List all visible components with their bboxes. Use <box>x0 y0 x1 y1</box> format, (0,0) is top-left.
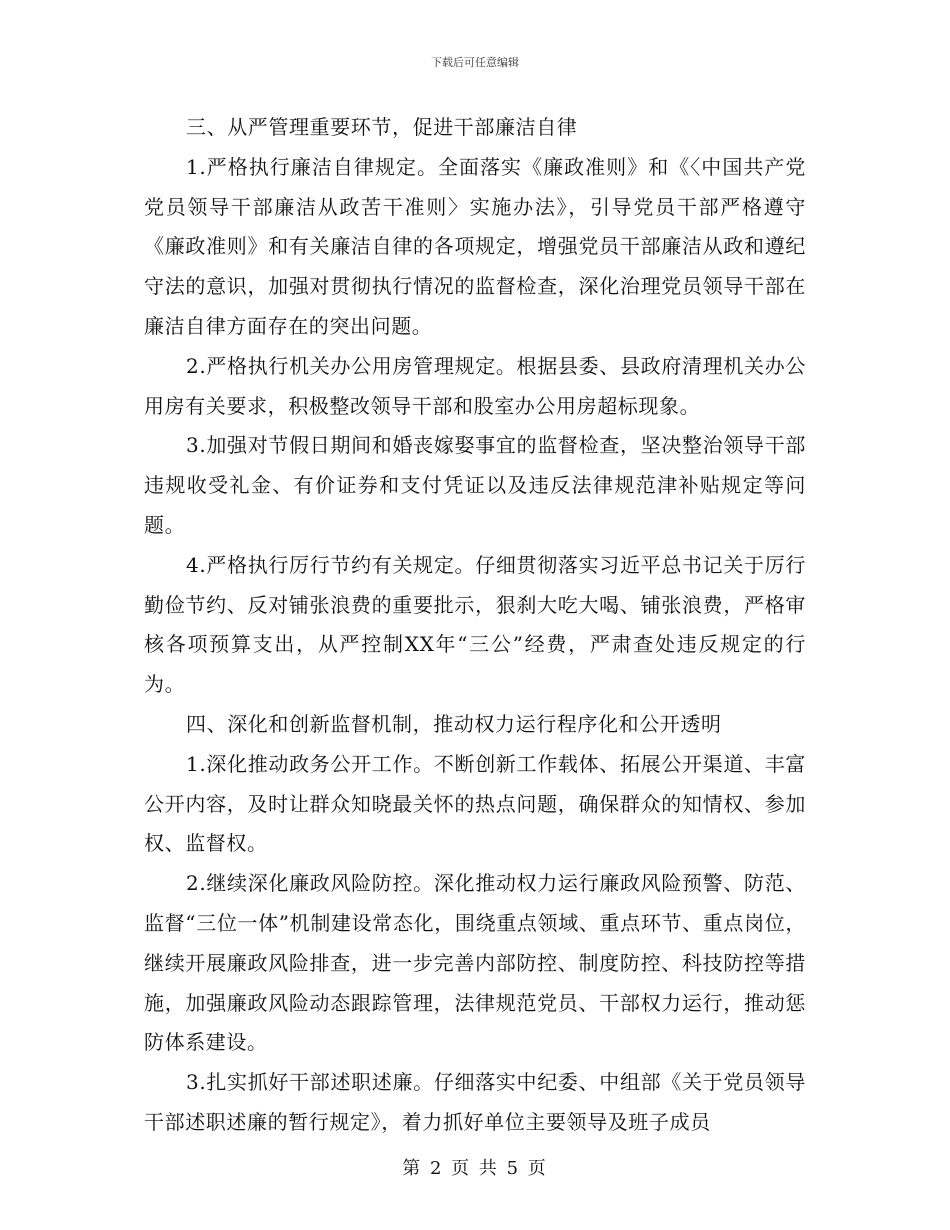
section-heading-3: 三、从严管理重要环节，促进干部廉洁自律 <box>186 115 578 139</box>
paragraph: 2.严格执行机关办公用房管理规定。根据县委、县政府清理机关办公用房有关要求，积极整改领导干部和股室办公用房超标现象。 <box>144 353 806 418</box>
paragraph: 4.严格执行厉行节约有关规定。仔细贯彻落实习近平总书记关于厉行勤俭节约、反对铺张浪费的重要批示，狠刹大吃大喝、铺张浪费，严格审核各项预算支出，从严控制XX年“三公”经费，严肃查处违反规定的行为。 <box>144 552 806 697</box>
paragraph: 3.加强对节假日期间和婚丧嫁娶事宜的监督检查，坚决整治领导干部违规收受礼金、有价证券和支付凭证以及违反法律规范津补贴规定等问题。 <box>144 433 806 537</box>
paragraph: 3.扎实抓好干部述职述廉。仔细落实中纪委、中组部《关于党员领导干部述职述廉的暂行规定》，着力抓好单位主要领导及班子成员 <box>144 1070 806 1134</box>
paragraph: 1.严格执行廉洁自律规定。全面落实《廉政准则》和《〈中国共产党党员领导干部廉洁从政苦干准则〉实施办法》，引导党员干部严格遵守《廉政准则》和有关廉洁自律的各项规定，增强党员干部廉洁从政和遵纪守法的意识，加强对贯彻执行情况的监督检查，深化治理党员领导干部在廉洁自律方面存在的突出问题。 <box>144 154 806 338</box>
document-body <box>144 108 806 1143</box>
paragraph: 1.深化推动政务公开工作。不断创新工作载体、拓展公开渠道、丰富公开内容，及时让群众知晓最关怀的热点问题，确保群众的知情权、参加权、监督权。 <box>144 751 806 856</box>
page-header: 下载后可任意编辑 <box>431 56 519 69</box>
section-heading-4: 四、深化和创新监督机制，推动权力运行程序化和公开透明 <box>186 711 722 736</box>
page-number-footer: 第 2 页 共 5 页 <box>402 1158 548 1179</box>
paragraph: 2.继续深化廉政风险防控。深化推动权力运行廉政风险预警、防范、监督“三位一体”机制建设常态化，围绕重点领域、重点环节、重点岗位，继续开展廉政风险排查，进一步完善内部防控、制度防控、科技防控等措施，加强廉政风险动态跟踪管理，法律规范党员、干部权力运行，推动惩防体系建设。 <box>144 871 806 1055</box>
